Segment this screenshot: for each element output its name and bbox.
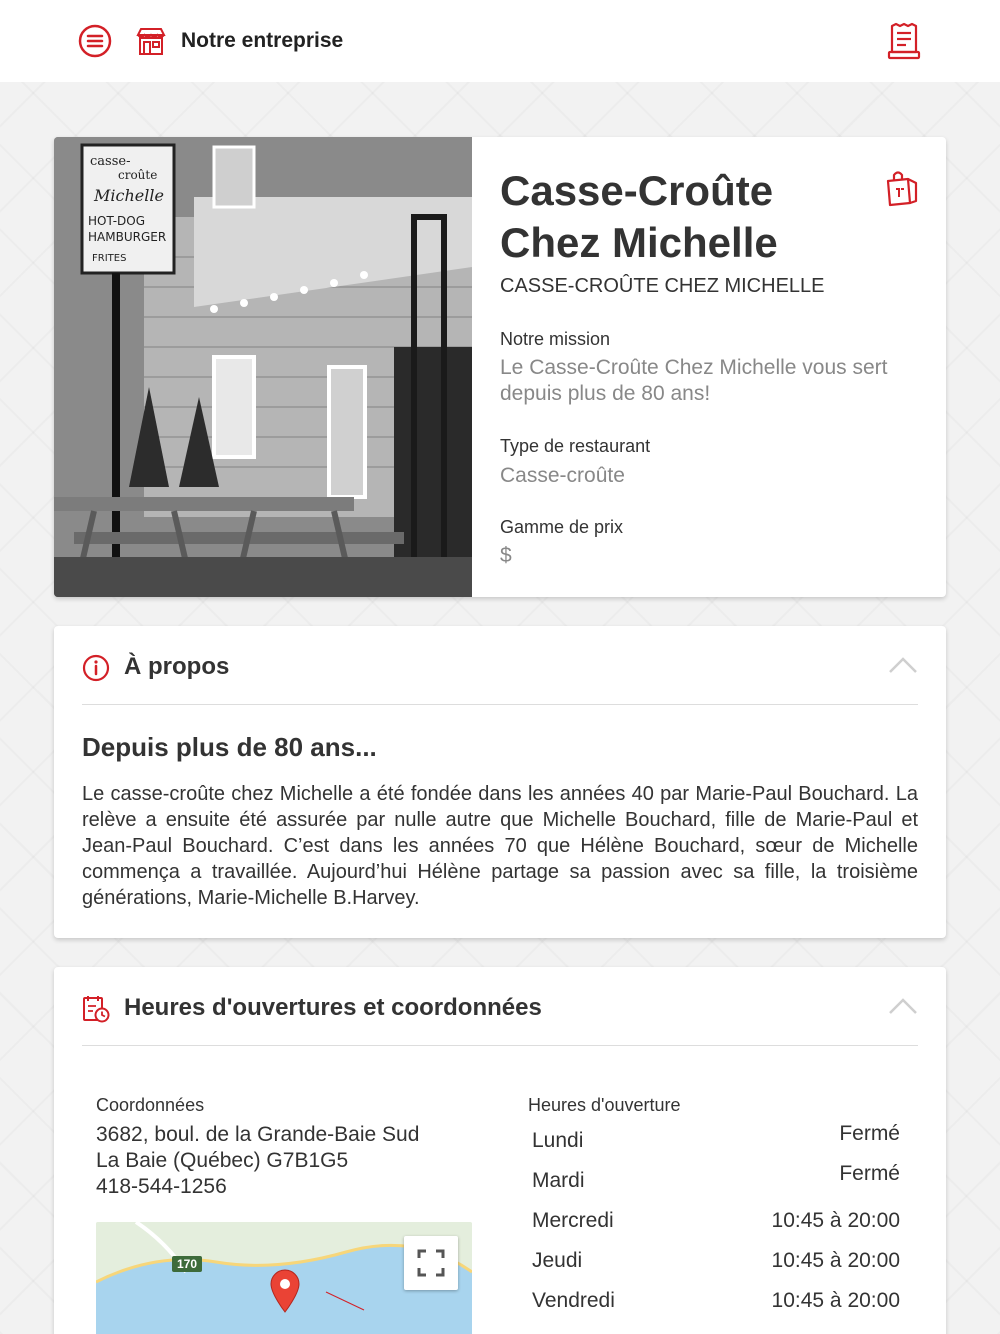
top-bar — [0, 0, 1000, 82]
chevron-up-icon[interactable] — [888, 997, 918, 1015]
address-line-2: La Baie (Québec) G7B1G5 — [96, 1149, 349, 1172]
restaurant-card — [54, 137, 946, 597]
restaurant-photo — [54, 137, 472, 597]
sign-text-5: HAMBURGER — [88, 230, 167, 244]
hours-row — [532, 1122, 900, 1159]
calendar-clock-icon — [82, 995, 110, 1023]
hours-day: Lundi — [532, 1129, 584, 1152]
info-icon — [82, 654, 110, 682]
about-text: Le casse-croûte chez Michelle a été fondée dans les années 40 par Marie-Paul Bouchard. La relève a ensuite été assurée par nulle autre que Michelle Bouchard, fille de Marie-Paul et Jean-Paul Bouchard. C’est dans les années 70 que Hélène Bouchard, sœur de Michelle commença a travaillée. Aujourd’hui Hélène partage sa passion avec sa fille, la troisième générations, Marie-Michelle B.Harvey. — [82, 783, 918, 909]
about-title: À propos — [124, 653, 230, 680]
address-line-1: 3682, boul. de la Grande-Baie Sud — [96, 1123, 420, 1146]
hours-title: Heures d'ouvertures et coordonnées — [124, 994, 542, 1021]
shopping-bag-icon[interactable] — [884, 169, 920, 207]
sign-text-4: HOT-DOG — [88, 214, 146, 228]
about-heading: Depuis plus de 80 ans... — [82, 732, 377, 762]
hours-day: Vendredi — [532, 1289, 615, 1312]
fullscreen-button[interactable] — [404, 1236, 458, 1290]
opening-hours-label: Heures d'ouverture — [528, 1095, 681, 1115]
restaurant-name: Casse-Croûte Chez Michelle — [500, 167, 778, 266]
page-title: Notre entreprise — [181, 29, 344, 52]
hours-row — [532, 1249, 900, 1279]
hours-row — [532, 1162, 900, 1199]
sign-text-3: Michelle — [94, 186, 164, 205]
restaurant-info — [500, 137, 946, 597]
chevron-up-icon[interactable] — [888, 656, 918, 674]
hours-section — [54, 967, 946, 1334]
about-section-header[interactable] — [82, 626, 918, 705]
map-pin-icon[interactable] — [269, 1268, 301, 1314]
hours-section-header[interactable] — [82, 967, 918, 1046]
hours-value: 10:45 à 20:00 — [771, 1209, 900, 1232]
phone-number[interactable]: 418-544-1256 — [96, 1175, 227, 1198]
mission-value: Le Casse-Croûte Chez Michelle vous sert depuis plus de 80 ans! — [500, 356, 888, 405]
hours-day: Jeudi — [532, 1249, 583, 1272]
price-range-value: $ — [500, 544, 512, 567]
hours-value: Fermé — [839, 1122, 900, 1145]
hours-value: 10:45 à 20:00 — [771, 1249, 900, 1272]
restaurant-type-value: Casse-croûte — [500, 464, 625, 487]
hours-row — [532, 1289, 900, 1319]
hours-day: Mardi — [532, 1169, 585, 1192]
receipt-icon[interactable] — [886, 22, 922, 60]
mission-label: Notre mission — [500, 329, 611, 349]
hours-value: Fermé — [839, 1162, 900, 1185]
sign-text-6: FRITES — [92, 253, 127, 264]
restaurant-type-label: Type de restaurant — [500, 436, 651, 456]
hours-value: 10:45 à 20:00 — [771, 1289, 900, 1312]
restaurant-legal-name: CASSE-CROÛTE CHEZ MICHELLE — [500, 275, 825, 297]
fullscreen-icon — [404, 1236, 458, 1290]
sign-text-2: croûte — [118, 168, 158, 182]
menu-icon[interactable] — [78, 24, 112, 58]
sign-text-1: casse- — [90, 154, 131, 169]
location-map[interactable] — [96, 1222, 472, 1334]
about-section — [54, 626, 946, 938]
hours-day: Mercredi — [532, 1209, 614, 1232]
hours-row — [532, 1209, 900, 1239]
price-range-label: Gamme de prix — [500, 517, 624, 537]
store-icon — [135, 25, 167, 57]
route-badge: 170 — [172, 1256, 202, 1272]
coordinates-label: Coordonnées — [96, 1095, 205, 1115]
